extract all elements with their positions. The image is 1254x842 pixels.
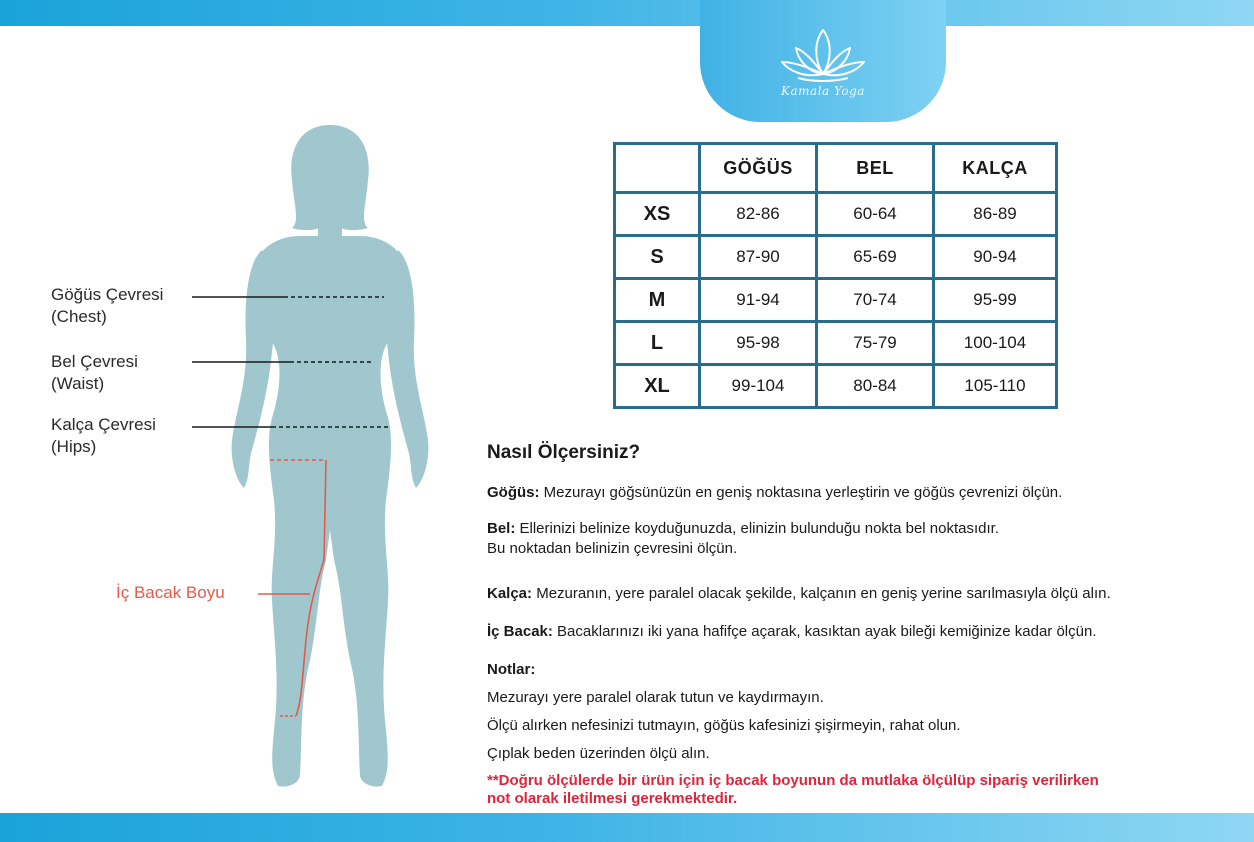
hips-cell: 105-110: [934, 365, 1057, 408]
waist-instruction: [487, 519, 1227, 539]
warning-line2: not olarak iletilmesi gerekmektedir.: [487, 790, 738, 807]
table-header-chest: GÖĞÜS: [700, 144, 817, 193]
size-cell: XL: [615, 365, 700, 408]
table-header-empty: [615, 144, 700, 193]
chest-instruction: [487, 483, 1227, 503]
table-row: [615, 193, 1057, 236]
brand-logo-tab: [700, 0, 946, 122]
hips-instruction-text: Mezuranın, yere paralel olacak şekilde, kalçanın en geniş yerine sarılmasıyla ölçü alın.: [536, 585, 1111, 602]
size-cell: XS: [615, 193, 700, 236]
waist-instruction-label: Bel:: [487, 520, 516, 537]
table-row: [615, 322, 1057, 365]
table-row: [615, 365, 1057, 408]
chest-cell: 87-90: [700, 236, 817, 279]
notes-label: [487, 660, 1227, 680]
inseam-instruction-text: Bacaklarınızı iki yana hafifçe açarak, kasıktan ayak bileği kemiğinize kadar ölçün.: [557, 623, 1097, 640]
waist-cell: 75-79: [817, 322, 934, 365]
warning-line1: **Doğru ölçülerde bir ürün için iç bacak boyunun da mutlaka ölçülüp sipariş verilirken: [487, 772, 1099, 789]
waist-cell: 80-84: [817, 365, 934, 408]
hips-instruction: [487, 584, 1227, 604]
size-cell: M: [615, 279, 700, 322]
size-table: [613, 142, 1058, 409]
chest-cell: 82-86: [700, 193, 817, 236]
size-cell: S: [615, 236, 700, 279]
how-to-measure: [487, 443, 1227, 808]
hips-instruction-label: Kalça:: [487, 585, 533, 602]
bottom-banner: [0, 813, 1254, 842]
table-header-waist: BEL: [817, 144, 934, 193]
hips-label-en: (Hips): [51, 437, 97, 456]
table-row: [615, 279, 1057, 322]
lotus-icon: [778, 26, 868, 84]
brand-name: Kamala Yoga: [781, 84, 865, 98]
waist-label-en: (Waist): [51, 374, 105, 393]
chest-label: [51, 284, 163, 328]
waist-cell: 70-74: [817, 279, 934, 322]
waist-label-tr: Bel Çevresi: [51, 352, 138, 371]
waist-instruction-line2: Bu noktadan belinizin çevresini ölçün.: [487, 540, 738, 557]
hips-label-tr: Kalça Çevresi: [51, 415, 156, 434]
note-item: Çıplak beden üzerinden ölçü alın.: [487, 745, 710, 762]
inseam-instruction-label: İç Bacak:: [487, 623, 553, 640]
size-cell: L: [615, 322, 700, 365]
chest-label-tr: Göğüs Çevresi: [51, 285, 164, 304]
chest-cell: 95-98: [700, 322, 817, 365]
waist-cell: 60-64: [817, 193, 934, 236]
hips-cell: 95-99: [934, 279, 1057, 322]
chest-instruction-text: Mezurayı göğsünüzün en geniş noktasına yerleştirin ve göğüs çevrenizi ölçün.: [543, 484, 1063, 501]
chest-instruction-label: Göğüs:: [487, 484, 540, 501]
table-header-hips: KALÇA: [934, 144, 1057, 193]
chest-label-en: (Chest): [51, 307, 107, 326]
chest-cell: 99-104: [700, 365, 817, 408]
how-to-heading: Nasıl Ölçersiniz?: [487, 442, 641, 463]
waist-instruction-text: Ellerinizi belinize koyduğunuzda, elinizin bulunduğu nokta bel noktasıdır.: [519, 520, 999, 537]
note-item: Mezurayı yere paralel olarak tutun ve kaydırmayın.: [487, 689, 824, 706]
inseam-label: İç Bacak Boyu: [116, 583, 225, 602]
notes-label-text: Notlar:: [487, 661, 536, 678]
hips-cell: 90-94: [934, 236, 1057, 279]
note-item: Ölçü alırken nefesinizi tutmayın, göğüs kafesinizi şişirmeyin, rahat olun.: [487, 717, 961, 734]
waist-cell: 65-69: [817, 236, 934, 279]
chest-cell: 91-94: [700, 279, 817, 322]
body-silhouette: [0, 0, 480, 800]
waist-label: [51, 351, 138, 395]
inseam-instruction: [487, 622, 1227, 642]
hips-label: [51, 414, 156, 458]
hips-cell: 86-89: [934, 193, 1057, 236]
hips-cell: 100-104: [934, 322, 1057, 365]
table-row: [615, 236, 1057, 279]
table-header-row: [615, 144, 1057, 193]
